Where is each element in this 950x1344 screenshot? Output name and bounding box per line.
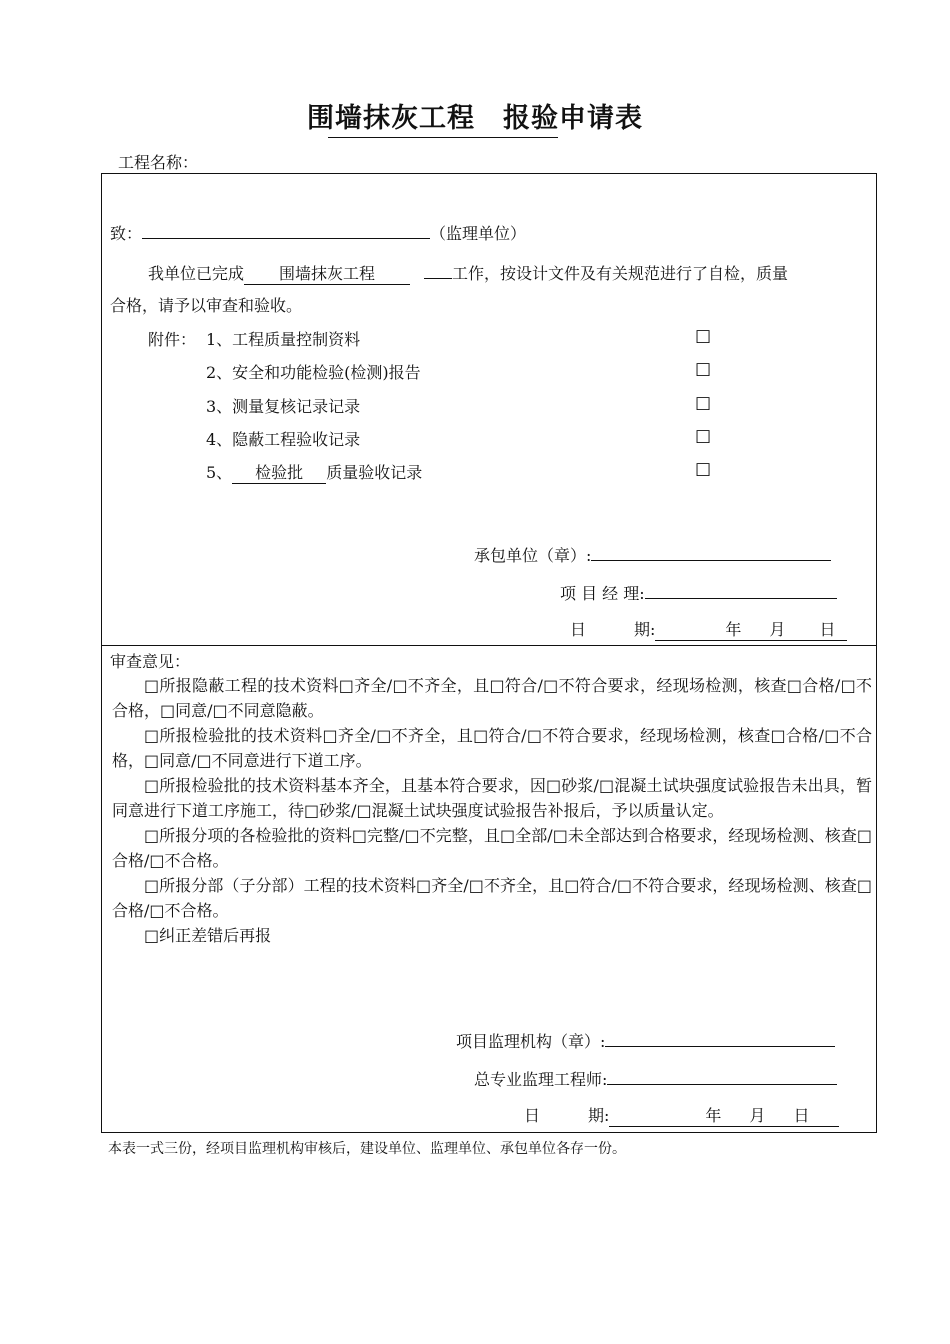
project-name-label: 工程名称： — [118, 153, 199, 172]
review-heading: 审查意见： — [110, 652, 191, 671]
attachment-checkbox-3[interactable]: □ — [695, 393, 712, 413]
engineer-label: 总专业监理工程师: — [474, 1070, 608, 1089]
review-date-label: 日 期: — [524, 1106, 610, 1125]
engineer-line — [474, 1066, 837, 1090]
attachment-item-5 — [206, 460, 422, 484]
statement-project-field[interactable]: 围墙抹灰工程 — [244, 261, 410, 285]
pm-field[interactable] — [645, 580, 837, 599]
footnote: 本表一式三份，经项目监理机构审核后，建设单位、监理单位、承包单位各存一份。 — [108, 1141, 626, 1157]
attachment-checkbox-5[interactable]: □ — [695, 459, 712, 479]
review-item-4: □所报分项的各检验批的资料□完整/□不完整，且□全部/□未全部达到合格要求，经现场检测、核查□合格/□不合格。 — [112, 826, 872, 870]
supervisor-unit-field[interactable] — [142, 220, 430, 239]
review-date-line — [524, 1103, 839, 1127]
org-line — [456, 1028, 835, 1052]
app-date-month: 月 — [769, 620, 786, 639]
attachment-item-3: 3、测量复核记录记录 — [206, 397, 361, 416]
statement-blank — [424, 260, 452, 279]
attachment-checkbox-2[interactable]: □ — [695, 359, 712, 379]
app-date-day: 日 — [819, 620, 836, 639]
app-date-year: 年 — [725, 620, 742, 639]
pm-line — [560, 580, 837, 604]
pm-label: 项 目 经 理: — [560, 584, 645, 603]
app-date-line — [570, 617, 847, 641]
attachment-checkbox-1[interactable]: □ — [695, 326, 712, 346]
statement-prefix: 我单位已完成 — [148, 264, 245, 283]
review-items — [112, 673, 872, 948]
to-label: 致： — [110, 224, 143, 243]
contractor-label: 承包单位（章）: — [474, 546, 592, 565]
attachment5-prefix: 5、 — [206, 463, 233, 482]
review-date-day: 日 — [793, 1106, 810, 1125]
org-field[interactable] — [605, 1028, 835, 1047]
to-line — [110, 220, 526, 244]
engineer-field[interactable] — [607, 1066, 837, 1085]
attachment-checkbox-4[interactable]: □ — [695, 426, 712, 446]
statement-line2: 合格，请予以审查和验收。 — [110, 296, 303, 315]
attachment5-fill[interactable]: 检验批 — [232, 460, 326, 484]
attachment-item-4: 4、隐蔽工程验收记录 — [206, 430, 361, 449]
review-item-5: □所报分部（子分部）工程的技术资料□齐全/□不齐全，且□符合/□不符合要求，经现场检测、核查□合格/□不合格。 — [112, 876, 872, 920]
attachment-item-1: 1、工程质量控制资料 — [206, 330, 361, 349]
contractor-line — [474, 542, 831, 566]
contractor-field[interactable] — [591, 542, 831, 561]
supervisor-suffix: （监理单位） — [430, 224, 527, 243]
statement-line1 — [148, 260, 788, 285]
app-date-label: 日 期: — [570, 620, 656, 639]
attachments-label: 附件： — [148, 330, 197, 349]
statement-suffix: 工作，按设计文件及有关规范进行了自检，质量 — [452, 264, 789, 283]
attachment5-suffix: 质量验收记录 — [326, 463, 423, 482]
attachment-item-2: 2、安全和功能检验(检测)报告 — [206, 363, 421, 382]
review-item-2: □所报检验批的技术资料□齐全/□不齐全，且□符合/□不符合要求，经现场检测，核查□合格/□不合格，□同意/□不同意进行下道工序。 — [112, 726, 872, 770]
title-underline — [328, 137, 558, 138]
page-title: 围墙抹灰工程 报验申请表 — [307, 103, 643, 134]
org-label: 项目监理机构（章）: — [456, 1032, 606, 1051]
review-item-3: □所报检验批的技术资料基本齐全，且基本符合要求，因□砂浆/□混凝土试块强度试验报告未出具，暂同意进行下道工序施工，待□砂浆/□混凝土试块强度试验报告补报后，予以质量认定。 — [112, 776, 872, 820]
review-item-1: □所报隐蔽工程的技术资料□齐全/□不齐全，且□符合/□不符合要求，经现场检测，核查□合格/□不合格，□同意/□不同意隐蔽。 — [112, 676, 872, 720]
app-date-field[interactable] — [655, 617, 847, 641]
form-frame — [101, 173, 877, 1133]
review-item-6: □纠正差错后再报 — [144, 926, 272, 945]
section-divider — [101, 645, 877, 646]
review-date-month: 月 — [749, 1106, 766, 1125]
review-date-field[interactable] — [609, 1103, 839, 1127]
review-date-year: 年 — [705, 1106, 722, 1125]
